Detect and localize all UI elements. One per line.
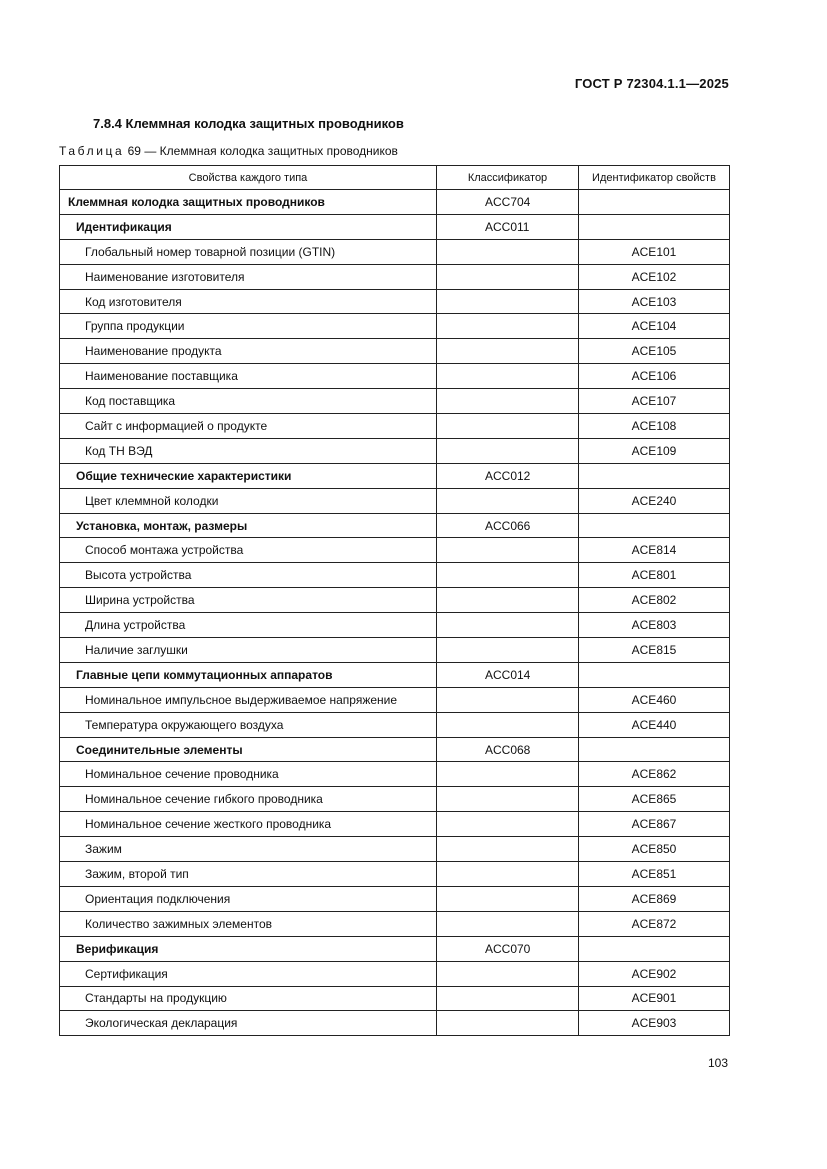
property-name-cell: Сертификация bbox=[60, 961, 437, 986]
classifier-cell bbox=[437, 911, 579, 936]
property-name-cell: Глобальный номер товарной позиции (GTIN) bbox=[60, 239, 437, 264]
property-id-cell bbox=[579, 214, 730, 239]
property-name-cell: Код поставщика bbox=[60, 389, 437, 414]
classifier-cell bbox=[437, 264, 579, 289]
property-name-cell: Код изготовителя bbox=[60, 289, 437, 314]
table-row bbox=[60, 986, 730, 1011]
table-caption-label: Таблица bbox=[59, 144, 125, 158]
property-id-cell: ACE107 bbox=[579, 389, 730, 414]
table-row bbox=[60, 662, 730, 687]
property-id-cell: ACE803 bbox=[579, 613, 730, 638]
classifier-cell: ACC066 bbox=[437, 513, 579, 538]
classifier-cell: ACC014 bbox=[437, 662, 579, 687]
property-id-cell: ACE108 bbox=[579, 414, 730, 439]
classifier-cell bbox=[437, 389, 579, 414]
table-row bbox=[60, 339, 730, 364]
property-id-cell: ACE101 bbox=[579, 239, 730, 264]
table-row bbox=[60, 190, 730, 215]
property-id-cell: ACE460 bbox=[579, 687, 730, 712]
table-row bbox=[60, 314, 730, 339]
classifier-cell bbox=[437, 414, 579, 439]
table-row bbox=[60, 588, 730, 613]
table-row bbox=[60, 812, 730, 837]
classifier-cell bbox=[437, 787, 579, 812]
property-name-cell: Идентификация bbox=[60, 214, 437, 239]
property-id-cell: ACE814 bbox=[579, 538, 730, 563]
table-row bbox=[60, 886, 730, 911]
standard-code: ГОСТ Р 72304.1.1—2025 bbox=[574, 76, 729, 91]
table-row bbox=[60, 513, 730, 538]
classifier-cell bbox=[437, 862, 579, 887]
property-name-cell: Номинальное сечение жесткого проводника bbox=[60, 812, 437, 837]
property-id-cell: ACE106 bbox=[579, 364, 730, 389]
classifier-cell bbox=[437, 289, 579, 314]
property-name-cell: Наименование продукта bbox=[60, 339, 437, 364]
classifier-cell: ACC070 bbox=[437, 936, 579, 961]
classifier-cell bbox=[437, 986, 579, 1011]
property-id-cell bbox=[579, 737, 730, 762]
property-id-cell bbox=[579, 662, 730, 687]
classifier-cell bbox=[437, 613, 579, 638]
column-header-property-id: Идентификатор свойств bbox=[579, 166, 730, 190]
table-row bbox=[60, 638, 730, 663]
property-name-cell: Высота устройства bbox=[60, 563, 437, 588]
classifier-cell bbox=[437, 812, 579, 837]
property-name-cell: Номинальное сечение проводника bbox=[60, 762, 437, 787]
properties-table bbox=[59, 165, 730, 1036]
classifier-cell bbox=[437, 588, 579, 613]
table-row bbox=[60, 1011, 730, 1036]
table-row bbox=[60, 687, 730, 712]
table-row bbox=[60, 463, 730, 488]
property-name-cell: Код ТН ВЭД bbox=[60, 438, 437, 463]
property-id-cell: ACE850 bbox=[579, 837, 730, 862]
table-row bbox=[60, 837, 730, 862]
property-id-cell bbox=[579, 513, 730, 538]
property-name-cell: Зажим bbox=[60, 837, 437, 862]
table-row bbox=[60, 762, 730, 787]
property-name-cell: Ориентация подключения bbox=[60, 886, 437, 911]
table-row bbox=[60, 364, 730, 389]
property-id-cell: ACE865 bbox=[579, 787, 730, 812]
property-id-cell: ACE109 bbox=[579, 438, 730, 463]
classifier-cell: ACC068 bbox=[437, 737, 579, 762]
classifier-cell bbox=[437, 961, 579, 986]
property-name-cell: Номинальное сечение гибкого проводника bbox=[60, 787, 437, 812]
property-name-cell: Соединительные элементы bbox=[60, 737, 437, 762]
table-row bbox=[60, 239, 730, 264]
property-id-cell: ACE801 bbox=[579, 563, 730, 588]
property-name-cell: Наименование изготовителя bbox=[60, 264, 437, 289]
property-id-cell: ACE240 bbox=[579, 488, 730, 513]
table-row bbox=[60, 787, 730, 812]
classifier-cell bbox=[437, 687, 579, 712]
table-row bbox=[60, 438, 730, 463]
column-header-classifier: Классификатор bbox=[437, 166, 579, 190]
property-id-cell: ACE440 bbox=[579, 712, 730, 737]
classifier-cell bbox=[437, 563, 579, 588]
classifier-cell bbox=[437, 339, 579, 364]
property-id-cell: ACE901 bbox=[579, 986, 730, 1011]
property-name-cell: Главные цепи коммутационных аппаратов bbox=[60, 662, 437, 687]
property-id-cell bbox=[579, 463, 730, 488]
table-caption-text: — Клеммная колодка защитных проводников bbox=[144, 144, 398, 158]
table-row bbox=[60, 563, 730, 588]
classifier-cell bbox=[437, 438, 579, 463]
property-id-cell: ACE872 bbox=[579, 911, 730, 936]
classifier-cell: ACC704 bbox=[437, 190, 579, 215]
classifier-cell bbox=[437, 712, 579, 737]
property-name-cell: Цвет клеммной колодки bbox=[60, 488, 437, 513]
property-name-cell: Наличие заглушки bbox=[60, 638, 437, 663]
property-name-cell: Номинальное импульсное выдерживаемое напряжение bbox=[60, 687, 437, 712]
table-row bbox=[60, 389, 730, 414]
table-row bbox=[60, 911, 730, 936]
page-number: 103 bbox=[707, 1056, 728, 1070]
property-id-cell: ACE103 bbox=[579, 289, 730, 314]
classifier-cell bbox=[437, 364, 579, 389]
property-id-cell: ACE802 bbox=[579, 588, 730, 613]
table-row bbox=[60, 936, 730, 961]
table-row bbox=[60, 264, 730, 289]
table-row bbox=[60, 538, 730, 563]
property-name-cell: Длина устройства bbox=[60, 613, 437, 638]
property-id-cell: ACE105 bbox=[579, 339, 730, 364]
property-id-cell: ACE862 bbox=[579, 762, 730, 787]
classifier-cell bbox=[437, 638, 579, 663]
table-row bbox=[60, 737, 730, 762]
property-name-cell: Ширина устройства bbox=[60, 588, 437, 613]
property-name-cell: Клеммная колодка защитных проводников bbox=[60, 190, 437, 215]
table-caption-number: 69 bbox=[127, 144, 141, 158]
classifier-cell bbox=[437, 239, 579, 264]
table-row bbox=[60, 488, 730, 513]
property-name-cell: Установка, монтаж, размеры bbox=[60, 513, 437, 538]
property-name-cell: Зажим, второй тип bbox=[60, 862, 437, 887]
property-name-cell: Количество зажимных элементов bbox=[60, 911, 437, 936]
classifier-cell: ACC011 bbox=[437, 214, 579, 239]
table-caption bbox=[59, 144, 398, 158]
property-name-cell: Способ монтажа устройства bbox=[60, 538, 437, 563]
property-id-cell: ACE102 bbox=[579, 264, 730, 289]
property-id-cell bbox=[579, 190, 730, 215]
property-name-cell: Группа продукции bbox=[60, 314, 437, 339]
classifier-cell bbox=[437, 538, 579, 563]
table-row bbox=[60, 862, 730, 887]
property-name-cell: Стандарты на продукцию bbox=[60, 986, 437, 1011]
table-row bbox=[60, 414, 730, 439]
property-id-cell: ACE815 bbox=[579, 638, 730, 663]
property-id-cell bbox=[579, 936, 730, 961]
property-id-cell: ACE903 bbox=[579, 1011, 730, 1036]
table-row bbox=[60, 289, 730, 314]
table-row bbox=[60, 712, 730, 737]
classifier-cell bbox=[437, 1011, 579, 1036]
classifier-cell bbox=[437, 488, 579, 513]
section-title: 7.8.4 Клеммная колодка защитных проводников bbox=[93, 116, 404, 131]
table-row bbox=[60, 613, 730, 638]
classifier-cell bbox=[437, 837, 579, 862]
property-id-cell: ACE869 bbox=[579, 886, 730, 911]
table-body bbox=[60, 190, 730, 1036]
table-row bbox=[60, 214, 730, 239]
property-name-cell: Наименование поставщика bbox=[60, 364, 437, 389]
property-name-cell: Общие технические характеристики bbox=[60, 463, 437, 488]
table-row bbox=[60, 961, 730, 986]
property-name-cell: Верификация bbox=[60, 936, 437, 961]
classifier-cell bbox=[437, 886, 579, 911]
property-name-cell: Экологическая декларация bbox=[60, 1011, 437, 1036]
classifier-cell bbox=[437, 762, 579, 787]
property-name-cell: Сайт с информацией о продукте bbox=[60, 414, 437, 439]
table-header-row bbox=[60, 166, 730, 190]
property-id-cell: ACE104 bbox=[579, 314, 730, 339]
property-id-cell: ACE902 bbox=[579, 961, 730, 986]
column-header-properties: Свойства каждого типа bbox=[60, 166, 437, 190]
property-id-cell: ACE851 bbox=[579, 862, 730, 887]
classifier-cell bbox=[437, 314, 579, 339]
property-name-cell: Температура окружающего воздуха bbox=[60, 712, 437, 737]
property-id-cell: ACE867 bbox=[579, 812, 730, 837]
classifier-cell: ACC012 bbox=[437, 463, 579, 488]
